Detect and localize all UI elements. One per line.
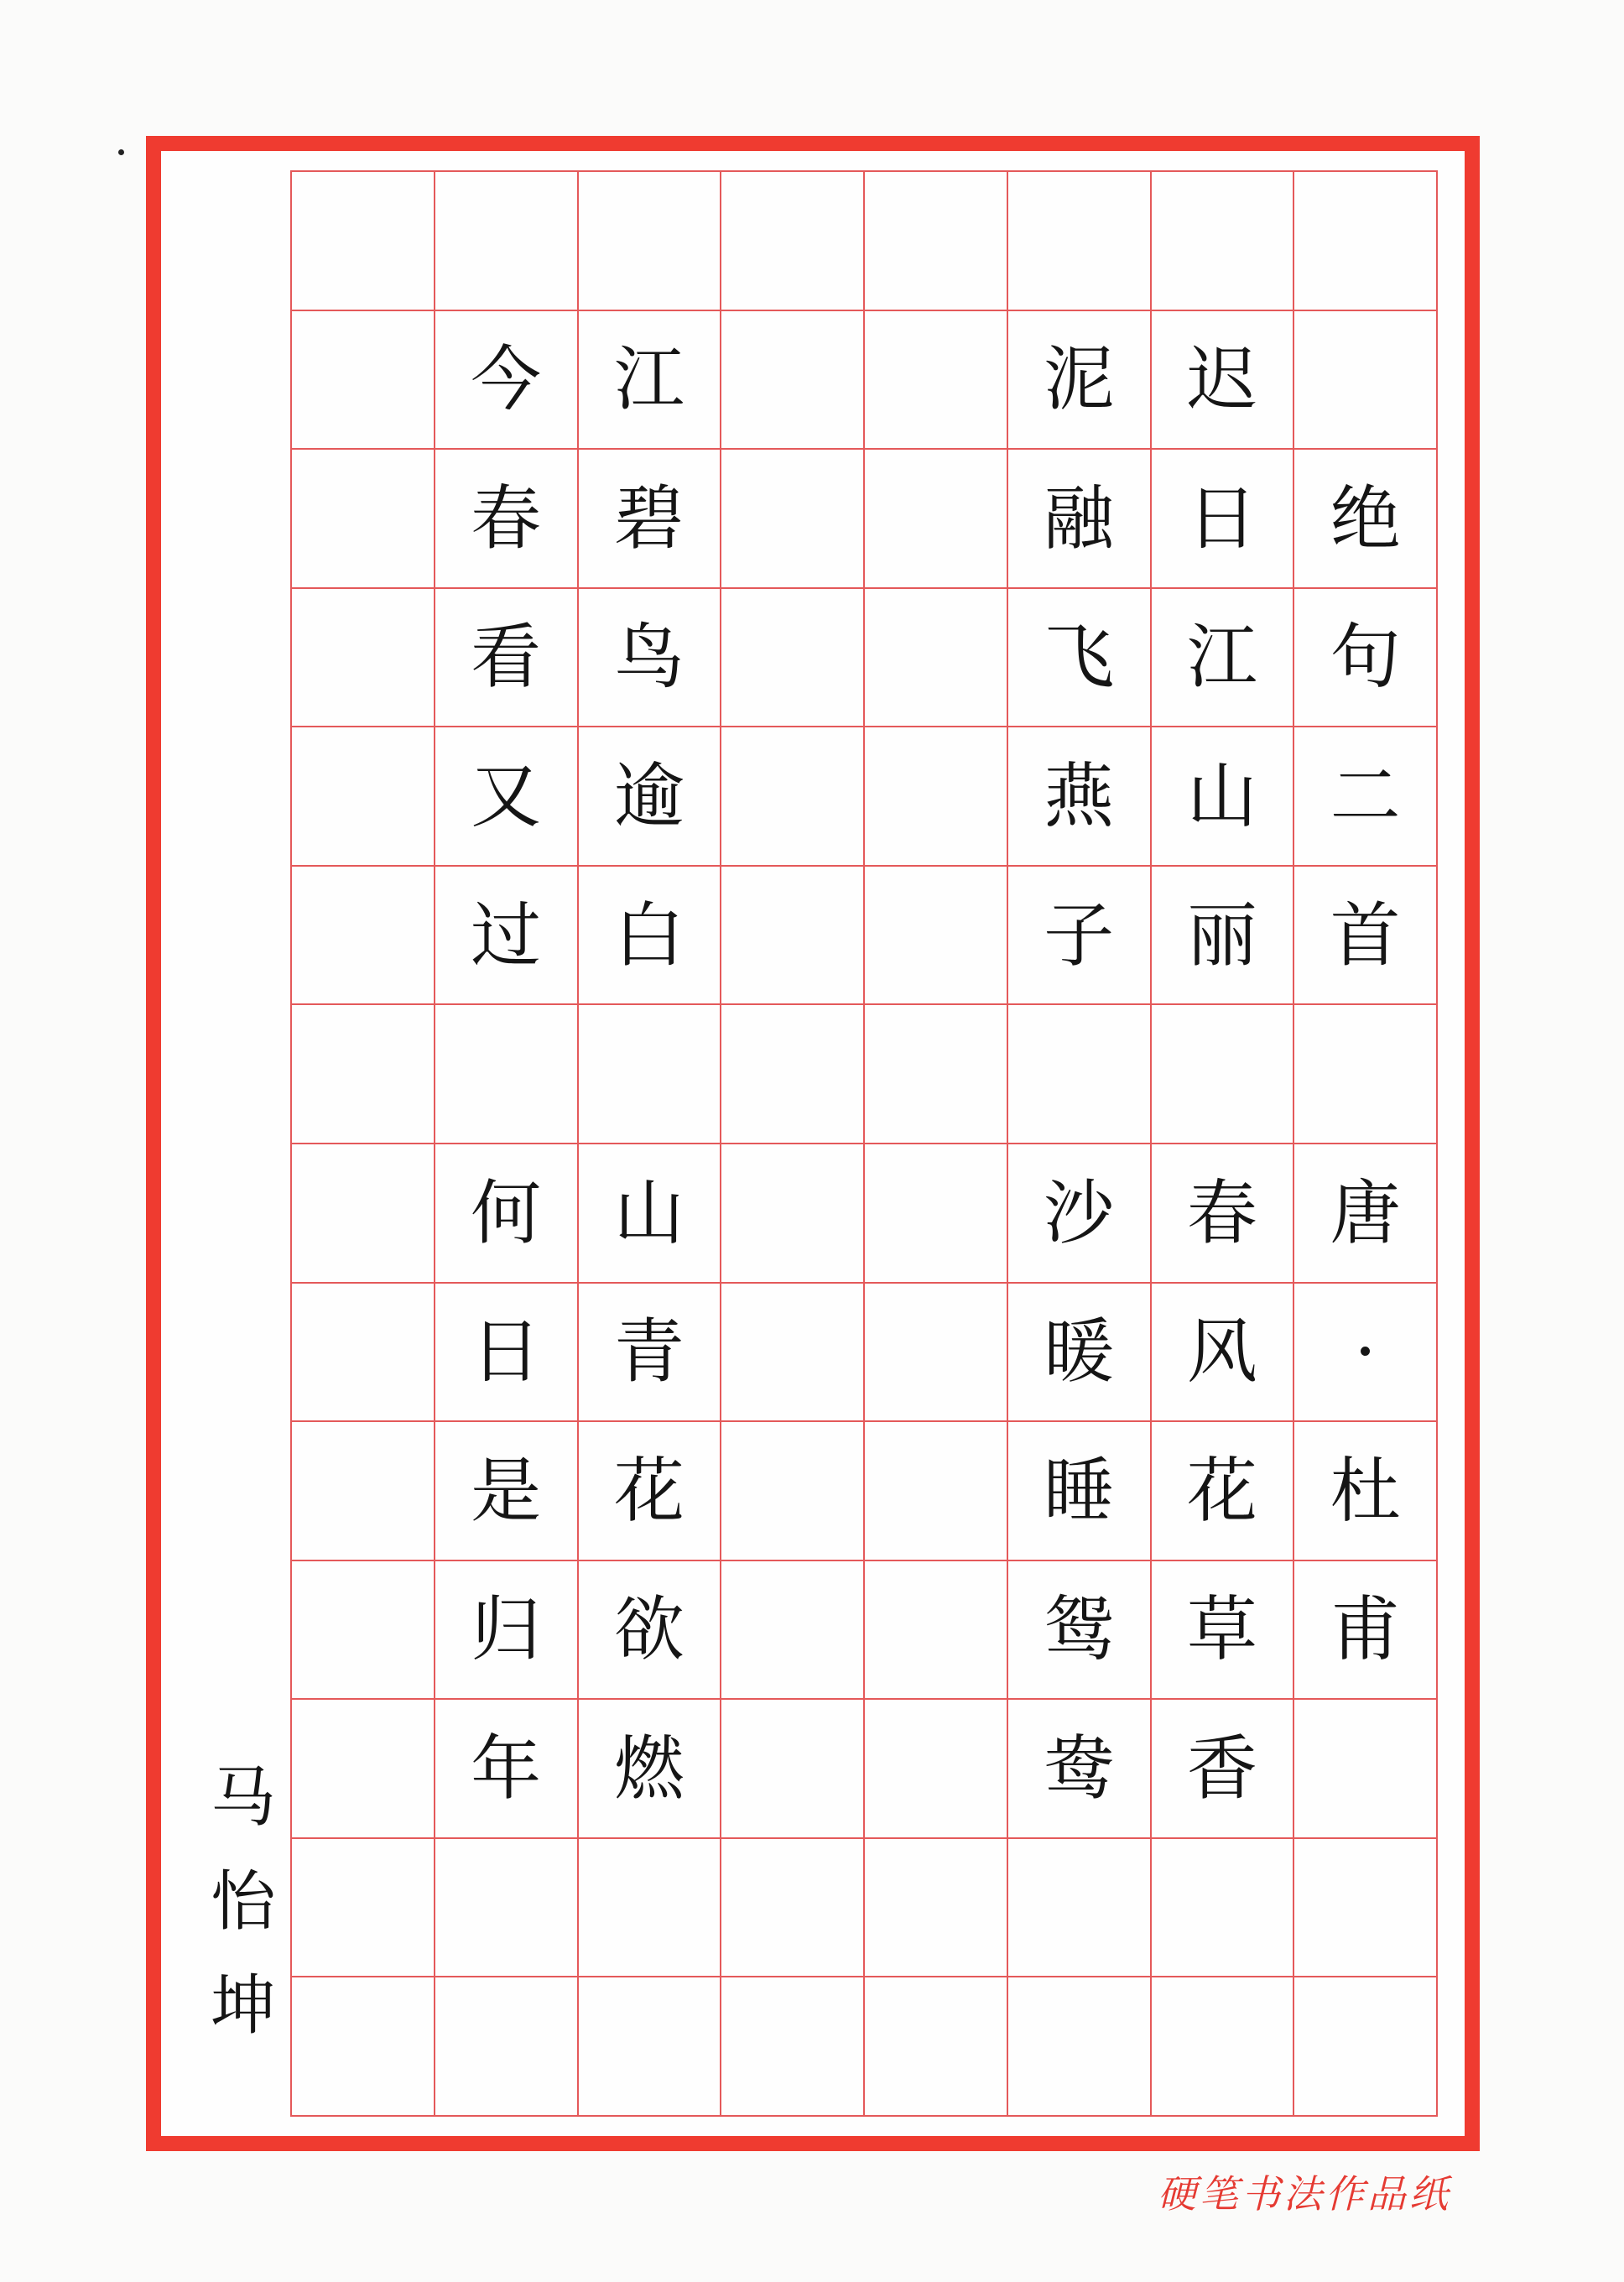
- grid-cell: [865, 727, 1008, 867]
- grid-cell: [579, 1005, 722, 1144]
- grid-cell: [435, 1977, 579, 2117]
- grid-cell: [292, 450, 435, 589]
- grid-cell: [865, 1977, 1008, 2117]
- grid-cell: [292, 727, 435, 867]
- grid-cell: [865, 1005, 1008, 1144]
- grid-cell: [721, 1977, 865, 2117]
- grid-cell: [292, 1422, 435, 1561]
- grid-cell: 今: [435, 311, 579, 451]
- grid-cell: [1008, 1977, 1152, 2117]
- grid-cell: [721, 1144, 865, 1284]
- grid-cell: [292, 1144, 435, 1284]
- grid-cell: [292, 1005, 435, 1144]
- grid-cell: 香: [1152, 1700, 1295, 1839]
- grid-cell: 青: [579, 1284, 722, 1423]
- grid-cell: 子: [1008, 867, 1152, 1006]
- grid-cell: [435, 172, 579, 311]
- grid-cell: [1152, 1977, 1295, 2117]
- grid-cell: 风: [1152, 1284, 1295, 1423]
- grid-cell: [721, 727, 865, 867]
- grid-cell: [721, 1284, 865, 1423]
- grid-cell: [865, 172, 1008, 311]
- signature-char: 怡: [210, 1864, 276, 1940]
- grid-cell: [435, 1005, 579, 1144]
- grid-cell: 沙: [1008, 1144, 1152, 1284]
- grid-cell: 迟: [1152, 311, 1295, 451]
- grid-cell: [1152, 172, 1295, 311]
- grid-cell: [292, 867, 435, 1006]
- grid-cell: [1294, 1700, 1438, 1839]
- grid-cell: [1008, 1005, 1152, 1144]
- grid-cell: [721, 1005, 865, 1144]
- grid-cell: 燕: [1008, 727, 1152, 867]
- grid-cell: [865, 867, 1008, 1006]
- grid-cell: 丽: [1152, 867, 1295, 1006]
- grid-cell: [292, 311, 435, 451]
- grid-cell: 春: [1152, 1144, 1295, 1284]
- grid-cell: [721, 450, 865, 589]
- grid-cell: [865, 1284, 1008, 1423]
- grid-cell: [865, 450, 1008, 589]
- grid-cell: [579, 172, 722, 311]
- grid-cell: [721, 1839, 865, 1978]
- calligraphy-grid: [290, 170, 1438, 2117]
- grid-cell: [1008, 1839, 1152, 1978]
- grid-cell: [865, 589, 1008, 728]
- grid-cell: 江: [579, 311, 722, 451]
- grid-cell: [865, 1422, 1008, 1561]
- grid-cell: [1294, 1977, 1438, 2117]
- grid-cell: [1152, 1005, 1295, 1144]
- grid-cell: 是: [435, 1422, 579, 1561]
- grid-cell: [292, 1839, 435, 1978]
- grid-cell: [292, 1284, 435, 1423]
- grid-cell: 睡: [1008, 1422, 1152, 1561]
- grid-cell: 碧: [579, 450, 722, 589]
- grid-cell: [865, 1700, 1008, 1839]
- grid-cell: 山: [1152, 727, 1295, 867]
- grid-cell: 唐: [1294, 1144, 1438, 1284]
- grid-cell: [1294, 1839, 1438, 1978]
- signature: [201, 1745, 285, 2047]
- grid-cell: [1294, 311, 1438, 451]
- grid-cell: 鸳: [1008, 1561, 1152, 1701]
- grid-cell: 飞: [1008, 589, 1152, 728]
- grid-cell: 日: [1152, 450, 1295, 589]
- grid-cell: 首: [1294, 867, 1438, 1006]
- grid-cell: [721, 311, 865, 451]
- grid-cell: [292, 172, 435, 311]
- grid-cell: 杜: [1294, 1422, 1438, 1561]
- grid-cell: 山: [579, 1144, 722, 1284]
- ink-speck: [118, 149, 124, 155]
- grid-cell: 归: [435, 1561, 579, 1701]
- grid-cell: [865, 311, 1008, 451]
- grid-cell: 融: [1008, 450, 1152, 589]
- signature-char: 马: [210, 1760, 276, 1836]
- grid-cell: [865, 1561, 1008, 1701]
- grid-cell: [579, 1977, 722, 2117]
- grid-cell: [292, 589, 435, 728]
- paper-label: 硬笔书法作品纸: [1158, 2171, 1451, 2217]
- grid-cell: 何: [435, 1144, 579, 1284]
- grid-cell: [721, 1422, 865, 1561]
- grid-cell: 看: [435, 589, 579, 728]
- grid-cell: 白: [579, 867, 722, 1006]
- grid-cell: 欲: [579, 1561, 722, 1701]
- grid-cell: 江: [1152, 589, 1295, 728]
- grid-cell: 逾: [579, 727, 722, 867]
- grid-cell: [721, 1700, 865, 1839]
- grid-cell: [1294, 1005, 1438, 1144]
- grid-cell: [292, 1700, 435, 1839]
- grid-cell: 日: [435, 1284, 579, 1423]
- grid-cell: 春: [435, 450, 579, 589]
- grid-cell: 又: [435, 727, 579, 867]
- grid-cell: 过: [435, 867, 579, 1006]
- grid-cell: 暖: [1008, 1284, 1152, 1423]
- grid-cell: [721, 172, 865, 311]
- grid-cell: ·: [1294, 1284, 1438, 1423]
- grid-cell: 年: [435, 1700, 579, 1839]
- grid-cell: 花: [1152, 1422, 1295, 1561]
- signature-char: 坤: [210, 1968, 276, 2044]
- grid-cell: 句: [1294, 589, 1438, 728]
- grid-cell: [865, 1839, 1008, 1978]
- grid-cell: [1152, 1839, 1295, 1978]
- grid-cell: [721, 1561, 865, 1701]
- grid-cell: [865, 1144, 1008, 1284]
- grid-cell: [1008, 172, 1152, 311]
- grid-cell: 燃: [579, 1700, 722, 1839]
- grid-cell: [721, 589, 865, 728]
- grid-cell: [579, 1839, 722, 1978]
- grid-cell: 草: [1152, 1561, 1295, 1701]
- grid-cell: [721, 867, 865, 1006]
- grid-cell: 鸯: [1008, 1700, 1152, 1839]
- grid-cell: 绝: [1294, 450, 1438, 589]
- grid-cell: 花: [579, 1422, 722, 1561]
- grid-cell: [435, 1839, 579, 1978]
- grid-cell: 鸟: [579, 589, 722, 728]
- grid-cell: 泥: [1008, 311, 1152, 451]
- grid-cell: [292, 1561, 435, 1701]
- grid-cell: 二: [1294, 727, 1438, 867]
- grid-cell: [1294, 172, 1438, 311]
- grid-cell: [292, 1977, 435, 2117]
- grid-cell: 甫: [1294, 1561, 1438, 1701]
